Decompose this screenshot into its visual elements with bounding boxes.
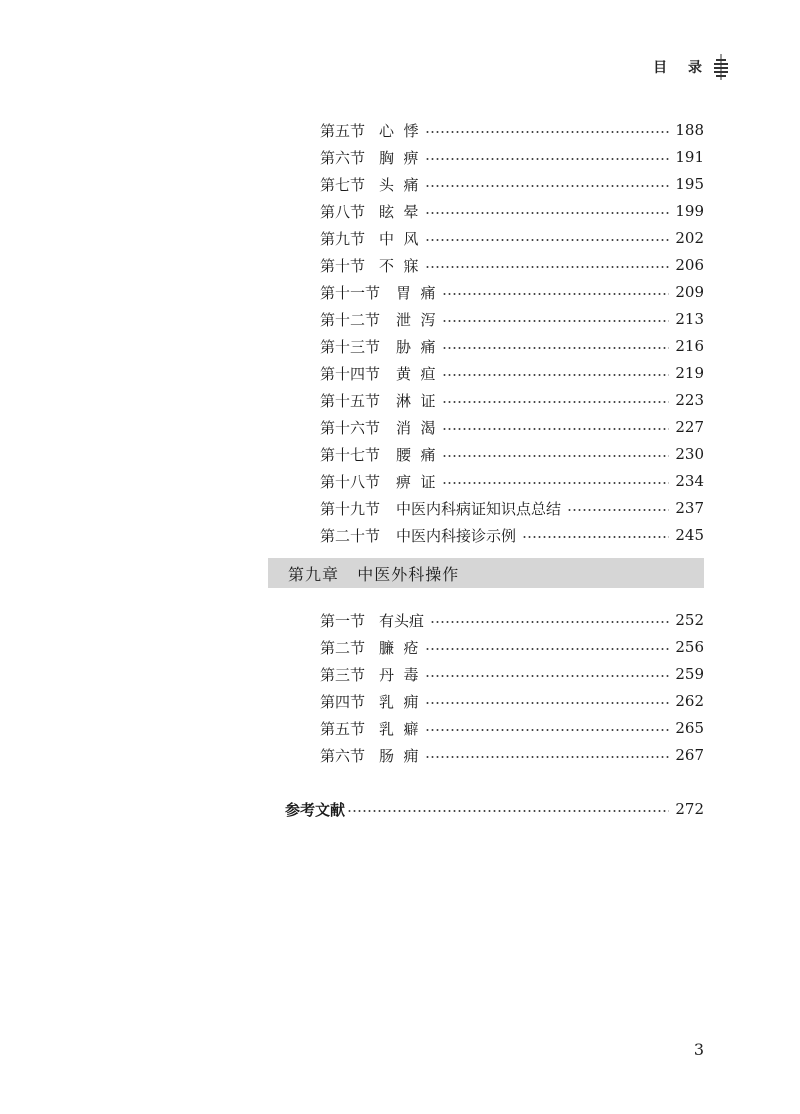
toc-entry[interactable]: [320, 361, 704, 385]
section-page: 199: [675, 202, 704, 220]
dot-leader: [442, 320, 670, 322]
dot-leader: [442, 428, 670, 430]
section-title: 黄 疸: [396, 364, 436, 383]
section-title: 臁 疮: [379, 638, 419, 657]
dot-leader: [425, 756, 670, 758]
toc-entry[interactable]: [320, 172, 704, 196]
dot-leader: [442, 482, 670, 484]
section-title: 乳 癖: [379, 719, 419, 738]
toc-entry[interactable]: [320, 145, 704, 169]
section-page: 216: [675, 337, 704, 355]
references-title: 参考文献: [285, 800, 346, 819]
section-number: 第十二节: [320, 310, 381, 329]
section-number: 第一节: [320, 611, 366, 630]
running-header: [653, 54, 730, 80]
section-title: 中医内科病证知识点总结: [396, 499, 562, 518]
section-number: 第十九节: [320, 499, 381, 518]
toc-entry[interactable]: [320, 496, 704, 520]
section-title: 肠 痈: [379, 746, 419, 765]
section-number: 第十七节: [320, 445, 381, 464]
dot-leader: [522, 536, 669, 538]
dot-leader: [442, 374, 670, 376]
dot-leader: [425, 239, 670, 241]
dot-leader: [425, 648, 670, 650]
section-page: 209: [675, 283, 704, 301]
toc-entry[interactable]: [320, 608, 704, 632]
toc-entry[interactable]: [320, 253, 704, 277]
section-page: 219: [675, 364, 704, 382]
section-number: 第二节: [320, 638, 366, 657]
section-page: 262: [675, 692, 704, 710]
section-title: 中 风: [379, 229, 419, 248]
section-number: 第九节: [320, 229, 366, 248]
section-page: 234: [675, 472, 704, 490]
section-number: 第十三节: [320, 337, 381, 356]
section-page: 252: [675, 611, 704, 629]
section-number: 第十六节: [320, 418, 381, 437]
section-number: 第七节: [320, 175, 366, 194]
section-number: 第十八节: [320, 472, 381, 491]
section-title: 胁 痛: [396, 337, 436, 356]
section-page: 237: [675, 499, 704, 517]
section-title: 胸 痹: [379, 148, 419, 167]
dot-leader: [425, 729, 670, 731]
toc-entry[interactable]: [320, 118, 704, 142]
dot-leader: [425, 675, 670, 677]
toc-entry[interactable]: [320, 226, 704, 250]
dot-leader: [567, 509, 669, 511]
section-page: 195: [675, 175, 704, 193]
toc-entry[interactable]: [320, 716, 704, 740]
section-number: 第六节: [320, 746, 366, 765]
toc-entry[interactable]: [320, 662, 704, 686]
dot-leader: [442, 401, 670, 403]
dot-leader: [425, 702, 670, 704]
section-page: 223: [675, 391, 704, 409]
section-number: 第二十节: [320, 526, 381, 545]
section-title: 眩 晕: [379, 202, 419, 221]
section-title: 头 痛: [379, 175, 419, 194]
section-page: 259: [675, 665, 704, 683]
toc-entry[interactable]: [320, 280, 704, 304]
toc-entry[interactable]: [320, 388, 704, 412]
toc-entry[interactable]: [320, 307, 704, 331]
toc-entry[interactable]: [320, 199, 704, 223]
section-number: 第五节: [320, 719, 366, 738]
section-title: 中医内科接诊示例: [396, 526, 517, 545]
dot-leader: [442, 347, 670, 349]
chapter-heading[interactable]: [268, 558, 704, 588]
dot-leader: [425, 266, 670, 268]
toc-entry-references[interactable]: [285, 797, 704, 821]
section-title: 淋 证: [396, 391, 436, 410]
chapter-title: 第九章 中医外科操作: [288, 564, 460, 584]
section-page: 245: [675, 526, 704, 544]
section-page: 206: [675, 256, 704, 274]
section-page: 213: [675, 310, 704, 328]
section-page: 265: [675, 719, 704, 737]
lantern-ornament-icon: [712, 54, 730, 80]
section-title: 痹 证: [396, 472, 436, 491]
dot-leader: [442, 293, 670, 295]
references-page: 272: [675, 800, 704, 818]
section-title: 不 寐: [379, 256, 419, 275]
toc-entry[interactable]: [320, 334, 704, 358]
header-title: 目 录: [653, 60, 710, 76]
section-number: 第四节: [320, 692, 366, 711]
dot-leader: [430, 621, 669, 623]
section-number: 第八节: [320, 202, 366, 221]
section-title: 胃 痛: [396, 283, 436, 302]
dot-leader: [442, 455, 670, 457]
section-number: 第十节: [320, 256, 366, 275]
section-title: 乳 痈: [379, 692, 419, 711]
section-title: 消 渴: [396, 418, 436, 437]
toc-entry[interactable]: [320, 635, 704, 659]
section-title: 腰 痛: [396, 445, 436, 464]
section-number: 第十四节: [320, 364, 381, 383]
section-page: 230: [675, 445, 704, 463]
toc-entry[interactable]: [320, 442, 704, 466]
dot-leader: [425, 185, 670, 187]
section-title: 有头疽: [379, 611, 425, 630]
toc-entry[interactable]: [320, 689, 704, 713]
page-number: 3: [693, 1040, 704, 1059]
section-number: 第六节: [320, 148, 366, 167]
section-page: 267: [675, 746, 704, 764]
dot-leader: [425, 212, 670, 214]
section-title: 泄 泻: [396, 310, 436, 329]
toc-entry[interactable]: [320, 523, 704, 547]
section-number: 第五节: [320, 121, 366, 140]
section-title: 丹 毒: [379, 665, 419, 684]
section-title: 心 悸: [379, 121, 419, 140]
section-number: 第十一节: [320, 283, 381, 302]
toc-entry[interactable]: [320, 469, 704, 493]
section-page: 191: [675, 148, 704, 166]
section-page: 202: [675, 229, 704, 247]
toc-entry[interactable]: [320, 415, 704, 439]
section-page: 188: [675, 121, 704, 139]
dot-leader: [425, 131, 670, 133]
section-page: 256: [675, 638, 704, 656]
toc-entry[interactable]: [320, 743, 704, 767]
section-page: 227: [675, 418, 704, 436]
dot-leader: [425, 158, 670, 160]
dot-leader: [347, 810, 669, 812]
section-number: 第三节: [320, 665, 366, 684]
section-number: 第十五节: [320, 391, 381, 410]
